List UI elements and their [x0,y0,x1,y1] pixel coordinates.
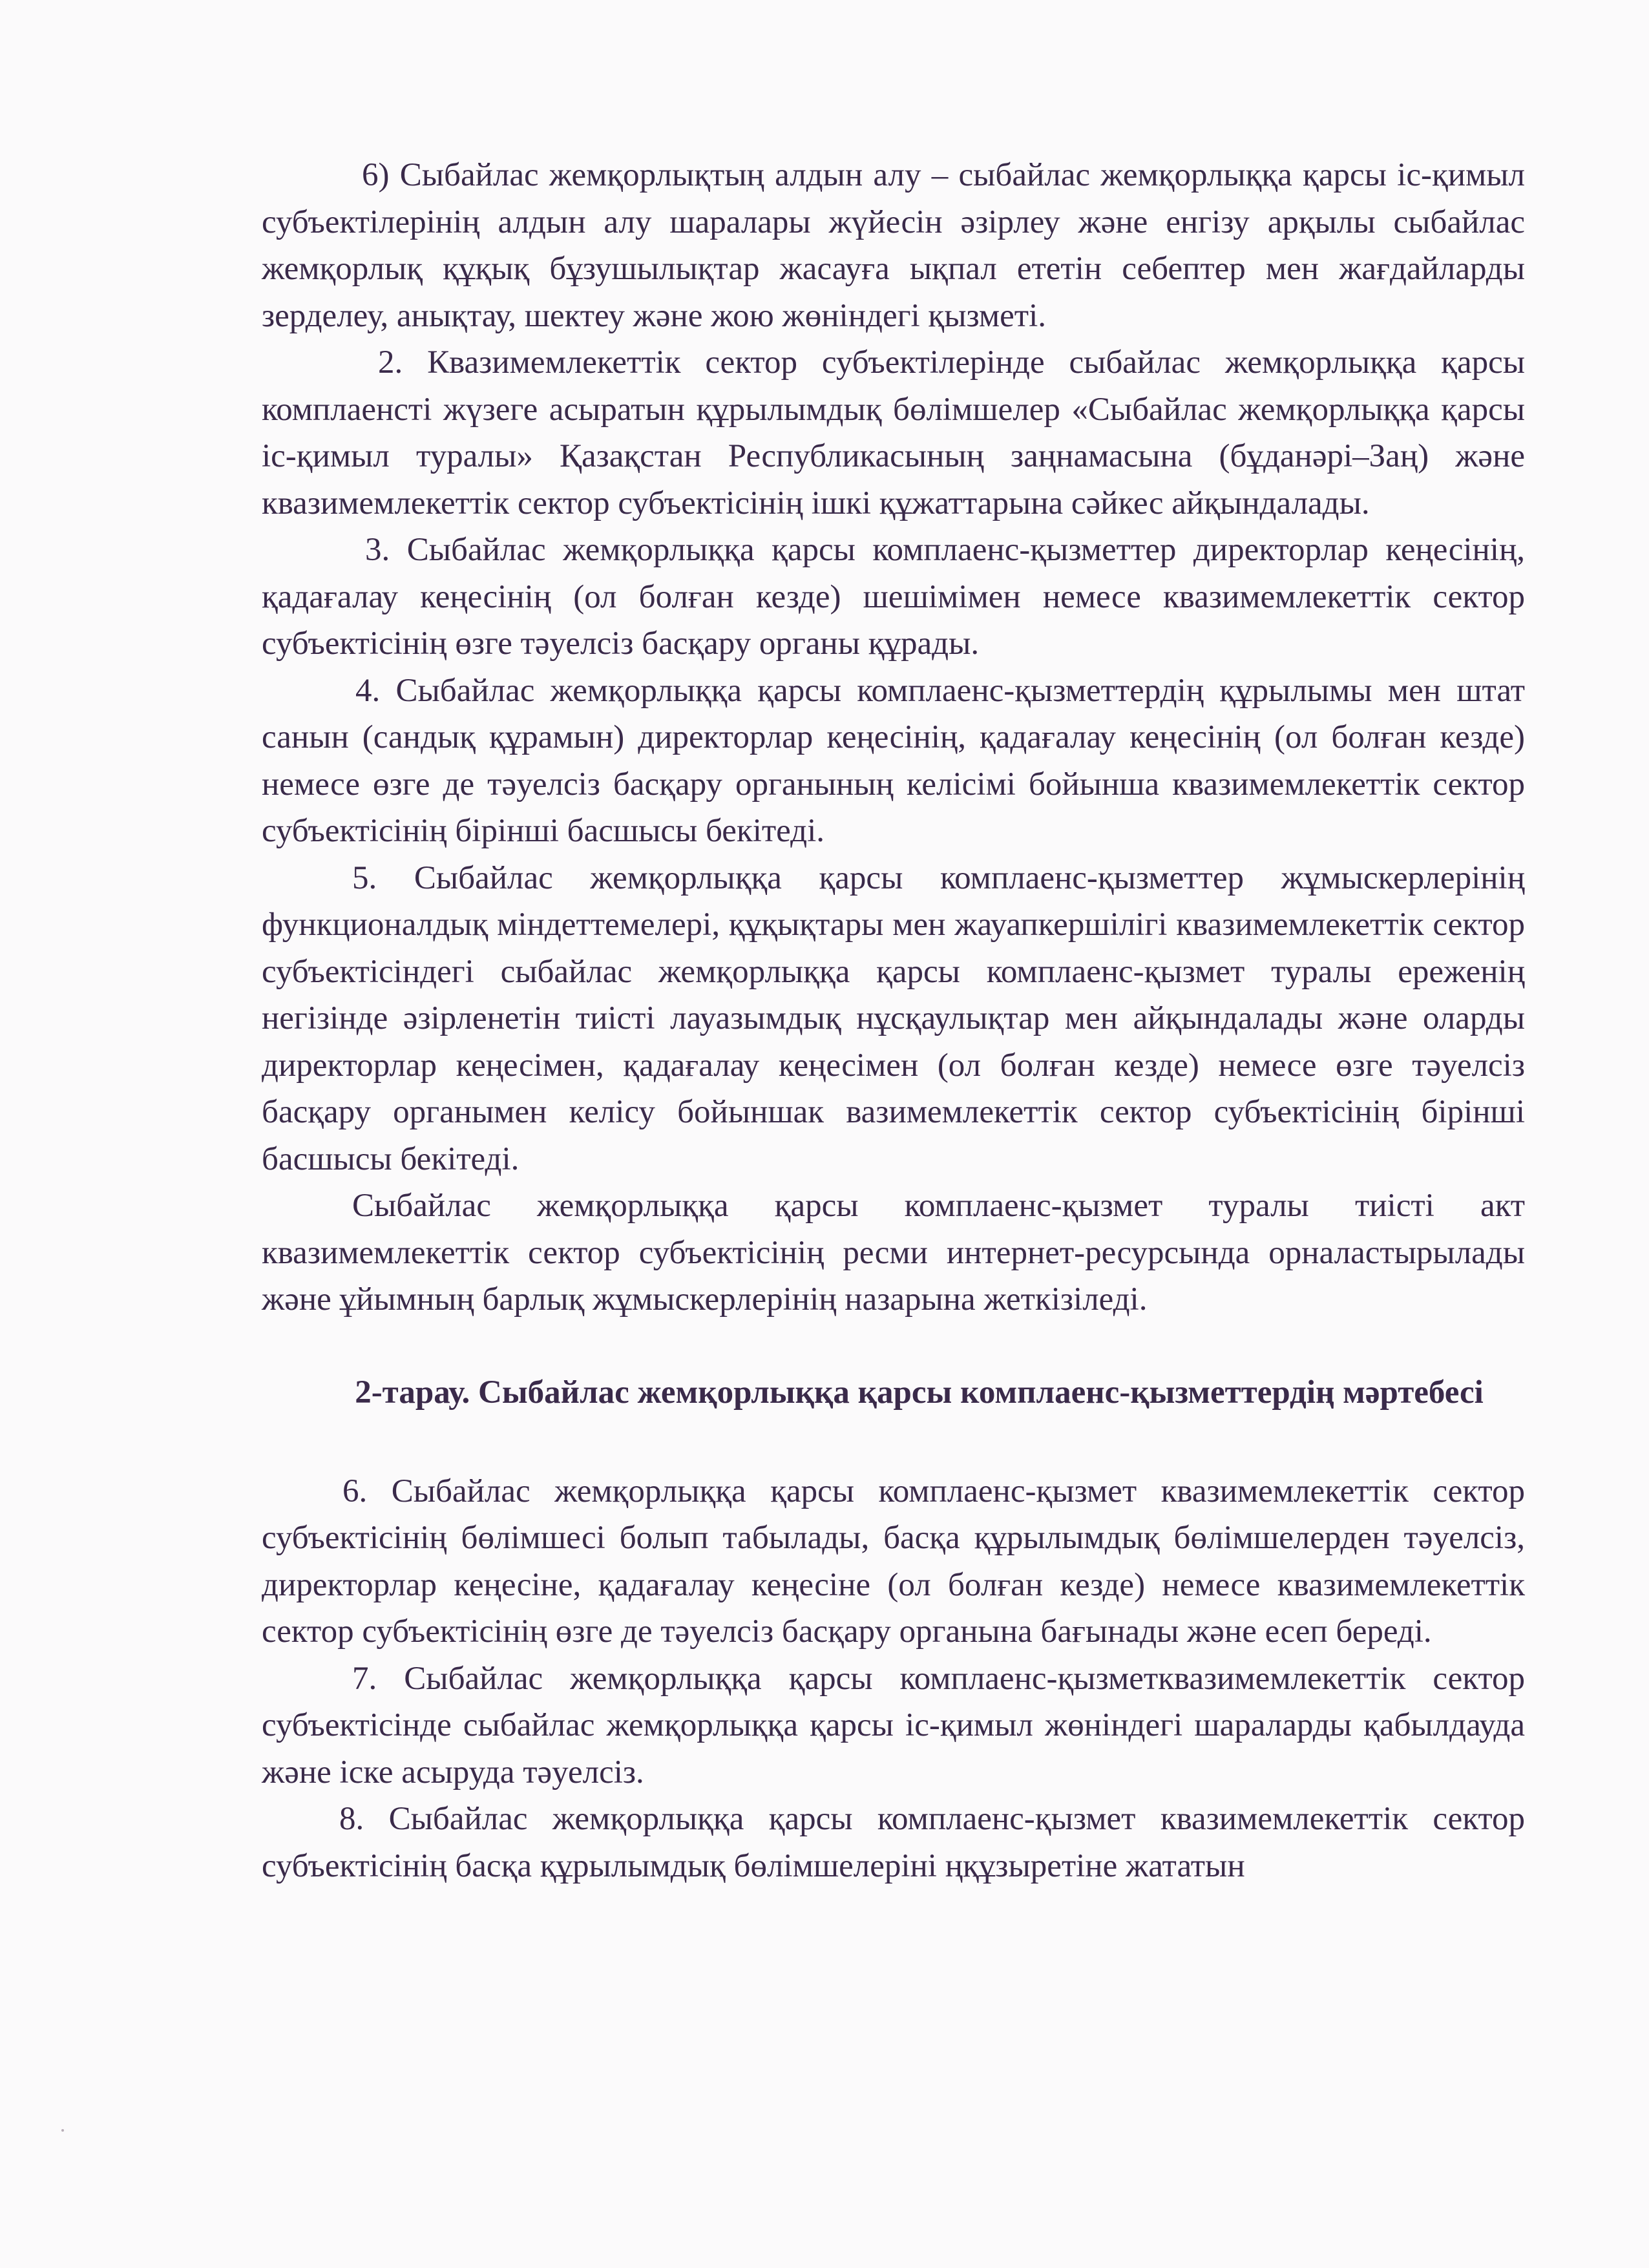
chapter-2-heading: 2-тарау. Сыбайлас жемқорлыққа қарсы комплаенс-қызметтердің мәртебесі [355,1374,1484,1411]
paragraph-6-prevention-definition: 6) Сыбайлас жемқорлықтың алдын алу – сыбайлас жемқорлыққа қарсы іс-қимыл субъектілерінің алдын алу шаралары жүйесін әзірлеу және енгізу арқылы сыбайлас жемқорлық құқық бұзушылықтар жасауға ықпал ететін себептер мен жағдайларды зерделеу, анықтау, шектеу және жою жөніндегі қызметі. [262,157,1525,334]
paragraph-2-structural-units: 2. Квазимемлекеттік сектор субъектілерінде сыбайлас жемқорлыққа қарсы комплаенсті жүзеге асыратын құрылымдық бөлімшелер «Сыбайлас жемқорлыққа қарсы іс-қимыл туралы» Қазақстан Республикасының заңнамасына (бұданәрі–Заң) және квазимемлекеттік сектор субъектісінің ішкі құжаттарына сәйкес айқындалады. [262,344,1525,521]
paragraph-8-competence: 8. Сыбайлас жемқорлыққа қарсы комплаенс-қызмет квазимемлекеттік сектор субъектісінің басқа құрылымдық бөлімшелеріні ңқұзыретіне жататын [262,1801,1525,1884]
paragraph-6-status: 6. Сыбайлас жемқорлыққа қарсы комплаенс-қызмет квазимемлекеттік сектор субъектісінің бөлімшесі болып табылады, басқа құрылымдық бөлімшелерден тәуелсіз, директорлар кеңесіне, қадағалау кеңесіне (ол болған кезде) немесе квазимемлекеттік сектор субъектісінің өзге де тәуелсіз басқару органына бағынады және есеп береді. [262,1473,1525,1650]
paragraph-3-creation: 3. Сыбайлас жемқорлыққа қарсы комплаенс-қызметтер директорлар кеңесінің, қадағалау кеңесінің (ол болған кезде) шешімімен немесе квазимемлекеттік сектор субъектісінің өзге тәуелсіз басқару органы құрады. [262,532,1525,662]
paragraph-4-structure-staffing: 4. Сыбайлас жемқорлыққа қарсы комплаенс-қызметтердің құрылымы мен штат санын (сандық құрамын) директорлар кеңесінің, қадағалау кеңесінің (ол болған кезде) немесе өзге де тәуелсіз басқару органының келісімі бойынша квазимемлекеттік сектор субъектісінің бірінші басшысы бекітеді. [262,672,1525,849]
scan-speck [61,2129,64,2132]
paragraph-act-publication: Сыбайлас жемқорлыққа қарсы комплаенс-қызмет туралы тиісті акт квазимемлекеттік сектор субъектісінің ресми интернет-ресурсында орналастырылады және ұйымның барлық жұмыскерлерінің назарына жеткізіледі. [262,1188,1525,1318]
paragraph-7-independence: 7. Сыбайлас жемқорлыққа қарсы комплаенс-қызметквазимемлекеттік сектор субъектісінде сыбайлас жемқорлыққа қарсы іс-қимыл жөніндегі шараларды қабылдауда және іске асыруда тәуелсіз. [262,1660,1525,1790]
paragraph-5-duties: 5. Сыбайлас жемқорлыққа қарсы комплаенс-қызметтер жұмыскерлерінің функционалдық міндеттемелері, құқықтары мен жауапкершілігі квазимемлекеттік сектор субъектісіндегі сыбайлас жемқорлыққа қарсы комплаенс-қызмет туралы ереженің негізінде әзірленетін тиісті лауазымдық нұсқаулықтар мен айқындалады және оларды директорлар кеңесімен, қадағалау кеңесімен (ол болған кезде) немесе өзге тәуелсіз басқару органымен келісу бойыншак вазимемлекеттік сектор субъектісінің бірінші басшысы бекітеді. [262,859,1525,1177]
document-body [262,152,1525,1889]
